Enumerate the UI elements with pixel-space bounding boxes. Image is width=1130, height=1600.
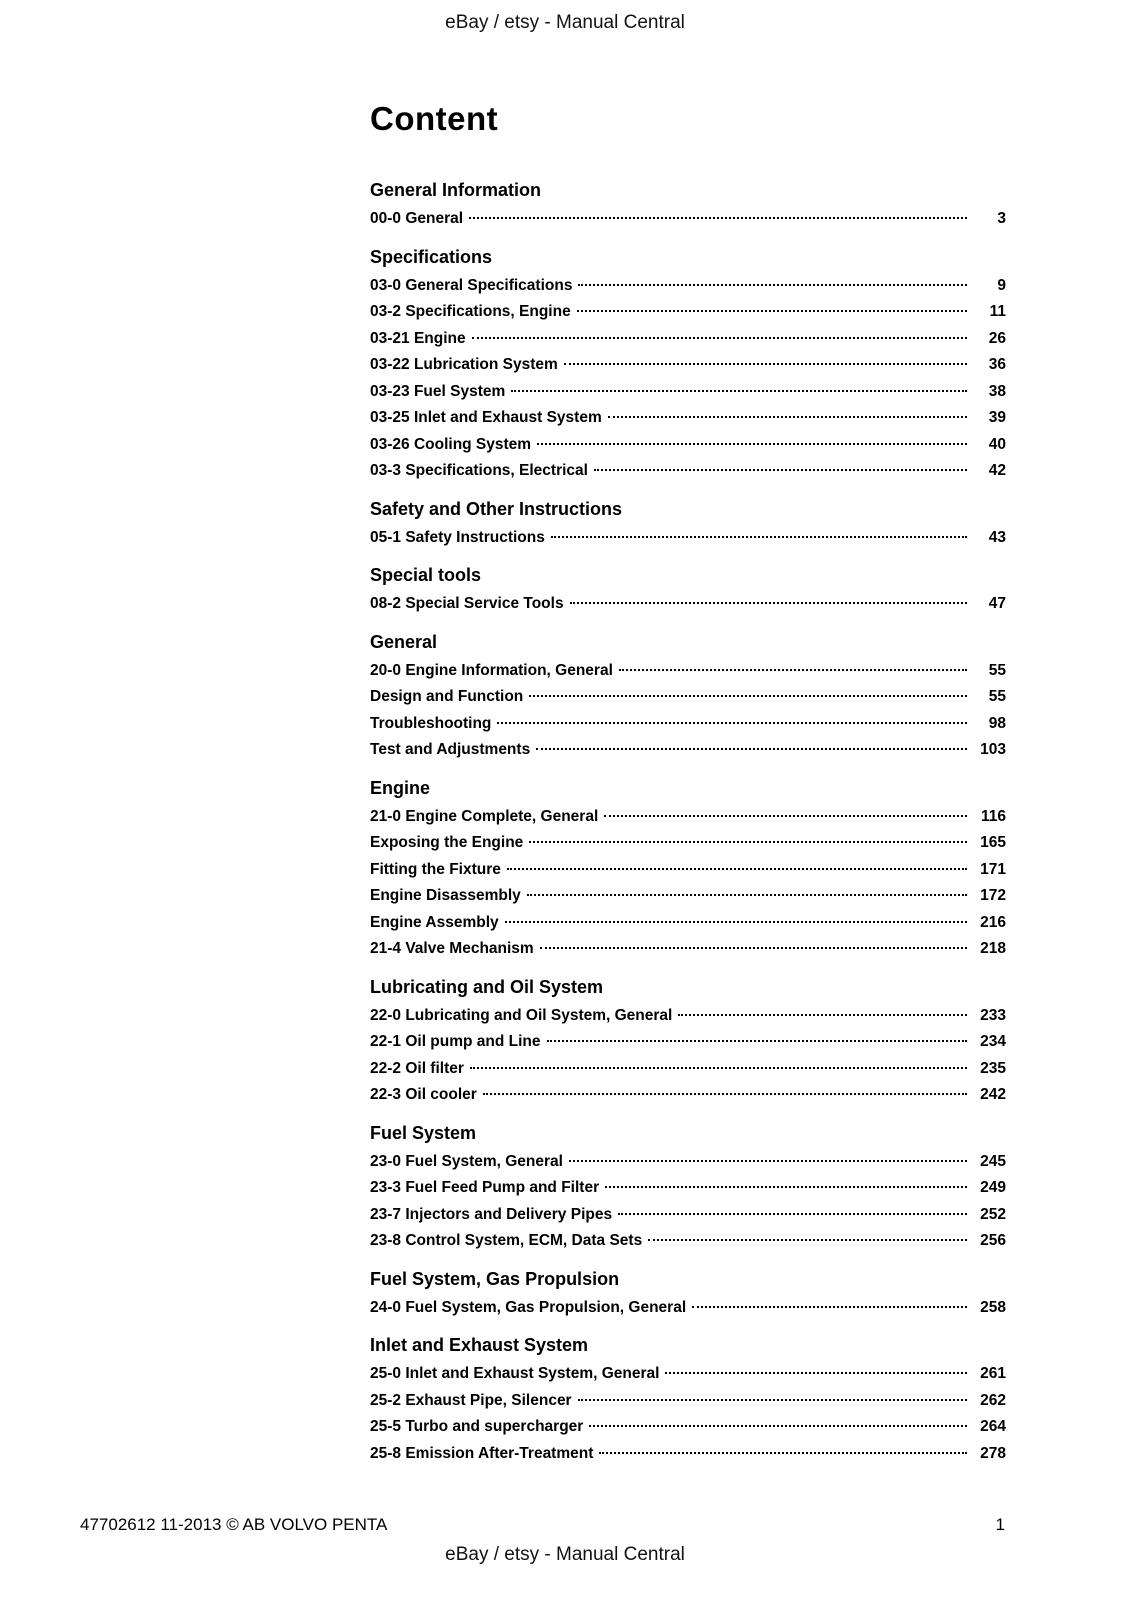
dot-leader xyxy=(511,390,967,392)
toc-entry-page: 235 xyxy=(980,1059,1006,1077)
toc-entry-label: 21-0 Engine Complete, General xyxy=(370,807,599,825)
toc-entry-page: 103 xyxy=(980,741,1006,758)
toc-entry xyxy=(370,525,1006,552)
dot-leader xyxy=(507,868,967,870)
toc-entry-page: 262 xyxy=(980,1391,1006,1409)
toc-entry-label: 21-4 Valve Mechanism xyxy=(370,940,534,957)
toc-section-heading: Specifications xyxy=(370,246,493,267)
toc-sections xyxy=(370,180,1006,1467)
footer-publication-info: 47702612 11-2013 © AB VOLVO PENTA xyxy=(80,1515,388,1534)
toc-entry-label: 03-26 Cooling System xyxy=(370,435,532,453)
toc-entry-page: 172 xyxy=(980,887,1006,904)
toc-entry xyxy=(370,1361,1006,1388)
toc-entry-label: Engine Disassembly xyxy=(370,887,521,904)
dot-leader xyxy=(618,1213,967,1215)
toc-entry-page: 47 xyxy=(988,595,1006,612)
top-watermark: eBay / etsy - Manual Central xyxy=(445,12,685,33)
toc-entry-label: 03-2 Specifications, Engine xyxy=(370,303,571,320)
toc-entry-page: 40 xyxy=(988,435,1006,453)
page-title: Content xyxy=(370,100,499,137)
toc-entry xyxy=(370,299,1006,326)
toc-entry xyxy=(370,1414,1006,1441)
toc-section xyxy=(370,1269,1006,1322)
dot-leader xyxy=(648,1239,967,1241)
toc-entry-page: 9 xyxy=(997,276,1006,294)
toc-entry xyxy=(370,1082,1006,1109)
toc-section xyxy=(370,565,1006,618)
dot-leader xyxy=(589,1425,967,1427)
toc-content xyxy=(370,100,1006,1480)
toc-section-heading: Inlet and Exhaust System xyxy=(370,1335,589,1355)
toc-entry-label: Fitting the Fixture xyxy=(370,860,501,878)
toc-entry-label: 25-2 Exhaust Pipe, Silencer xyxy=(370,1391,572,1409)
toc-entry xyxy=(370,352,1006,379)
toc-entry-label: 22-3 Oil cooler xyxy=(370,1086,477,1103)
toc-section xyxy=(370,778,1006,963)
dot-leader xyxy=(469,217,967,219)
dot-leader xyxy=(537,443,967,445)
toc-entry-label: 22-1 Oil pump and Line xyxy=(370,1033,541,1050)
toc-entry-page: 55 xyxy=(988,688,1006,705)
toc-entry xyxy=(370,1441,1006,1468)
toc-entry-page: 11 xyxy=(989,303,1006,320)
toc-section-heading: Fuel System xyxy=(370,1122,477,1143)
toc-entry-page: 42 xyxy=(988,462,1006,479)
toc-section xyxy=(370,180,1006,233)
toc-entry xyxy=(370,737,1006,764)
toc-entry-label: 00-0 General xyxy=(370,210,464,227)
toc-entry xyxy=(370,458,1006,485)
toc-entry-label: Design and Function xyxy=(370,688,524,705)
toc-entry xyxy=(370,1029,1006,1056)
dot-leader xyxy=(605,1186,967,1188)
toc-entry-label: 23-8 Control System, ECM, Data Sets xyxy=(370,1232,643,1249)
toc-section-heading: General xyxy=(370,631,438,652)
toc-entry-label: 25-0 Inlet and Exhaust System, General xyxy=(370,1365,660,1382)
toc-entry xyxy=(370,883,1006,910)
toc-entry xyxy=(370,1175,1006,1202)
toc-entry xyxy=(370,273,1006,300)
toc-entry-page: 256 xyxy=(980,1232,1006,1249)
toc-entry-label: 25-8 Emission After-Treatment xyxy=(370,1444,594,1462)
dot-leader xyxy=(529,841,967,843)
dot-leader xyxy=(608,416,967,418)
toc-entry-page: 38 xyxy=(988,382,1006,400)
dot-leader xyxy=(569,1160,967,1162)
toc-entry xyxy=(370,857,1006,884)
toc-entry-label: 05-1 Safety Instructions xyxy=(370,528,545,546)
dot-leader xyxy=(570,602,967,604)
toc-section-heading: Lubricating and Oil System xyxy=(370,976,604,997)
toc-entry xyxy=(370,1149,1006,1176)
toc-section xyxy=(370,977,1006,1109)
toc-entry-label: Exposing the Engine xyxy=(370,834,524,851)
dot-leader xyxy=(483,1093,967,1095)
toc-entry-page: 26 xyxy=(988,329,1006,347)
dot-leader xyxy=(594,469,967,471)
toc-entry xyxy=(370,684,1006,711)
toc-entry-page: 233 xyxy=(980,1006,1006,1024)
toc-entry xyxy=(370,711,1006,738)
toc-section xyxy=(370,632,1006,764)
toc-entry-page: 98 xyxy=(988,714,1006,732)
toc-section-heading: Engine xyxy=(370,777,431,798)
toc-entry-page: 261 xyxy=(980,1365,1006,1382)
toc-entry-page: 43 xyxy=(988,528,1006,546)
dot-leader xyxy=(665,1372,967,1374)
bottom-watermark: eBay / etsy - Manual Central xyxy=(445,1544,685,1565)
toc-entry xyxy=(370,206,1006,233)
footer-page-number: 1 xyxy=(995,1515,1005,1534)
toc-section xyxy=(370,247,1006,485)
toc-entry xyxy=(370,658,1006,685)
toc-entry-label: 22-0 Lubricating and Oil System, General xyxy=(370,1006,673,1024)
dot-leader xyxy=(577,310,967,312)
toc-entry xyxy=(370,804,1006,831)
toc-entry xyxy=(370,830,1006,857)
toc-entry-page: 116 xyxy=(980,807,1006,825)
toc-entry-label: 23-3 Fuel Feed Pump and Filter xyxy=(370,1179,600,1196)
toc-entry-page: 252 xyxy=(980,1205,1006,1223)
toc-section xyxy=(370,499,1006,552)
dot-leader xyxy=(536,748,967,750)
toc-entry-page: 216 xyxy=(980,913,1006,931)
toc-entry-label: 03-21 Engine xyxy=(370,329,466,347)
dot-leader xyxy=(470,1067,967,1069)
toc-entry xyxy=(370,1388,1006,1415)
toc-entry xyxy=(370,326,1006,353)
toc-entry-page: 264 xyxy=(980,1418,1006,1435)
dot-leader xyxy=(472,337,967,339)
dot-leader xyxy=(578,1399,967,1401)
dot-leader xyxy=(551,536,967,538)
toc-section-heading: General Information xyxy=(370,180,542,200)
dot-leader xyxy=(505,921,967,923)
toc-entry-page: 245 xyxy=(980,1152,1006,1170)
toc-entry-page: 242 xyxy=(980,1086,1006,1103)
toc-entry-page: 234 xyxy=(980,1033,1006,1050)
dot-leader xyxy=(599,1452,967,1454)
toc-section-heading: Special tools xyxy=(370,565,482,585)
toc-entry xyxy=(370,1202,1006,1229)
toc-entry-label: 22-2 Oil filter xyxy=(370,1059,464,1077)
toc-entry xyxy=(370,1295,1006,1322)
dot-leader xyxy=(678,1014,967,1016)
toc-entry-page: 171 xyxy=(980,860,1006,878)
dot-leader xyxy=(529,695,967,697)
toc-entry-label: Troubleshooting xyxy=(370,714,492,732)
toc-section xyxy=(370,1335,1006,1467)
toc-entry-label: 03-25 Inlet and Exhaust System xyxy=(370,409,602,426)
toc-entry-label: Test and Adjustments xyxy=(370,741,531,758)
toc-entry-label: 23-0 Fuel System, General xyxy=(370,1152,563,1170)
toc-entry xyxy=(370,1003,1006,1030)
toc-entry-label: 03-22 Lubrication System xyxy=(370,356,558,373)
toc-entry xyxy=(370,405,1006,432)
toc-entry-label: 25-5 Turbo and supercharger xyxy=(370,1418,584,1435)
toc-entry-label: 08-2 Special Service Tools xyxy=(370,595,564,612)
toc-section-heading: Fuel System, Gas Propulsion xyxy=(370,1268,620,1289)
dot-leader xyxy=(527,894,967,896)
dot-leader xyxy=(540,947,967,949)
toc-entry-page: 258 xyxy=(980,1298,1006,1316)
toc-entry-label: 24-0 Fuel System, Gas Propulsion, General xyxy=(370,1298,687,1316)
toc-entry-page: 249 xyxy=(980,1179,1006,1196)
page-footer xyxy=(80,1515,1005,1535)
toc-entry-label: Engine Assembly xyxy=(370,913,499,931)
dot-leader xyxy=(547,1040,967,1042)
toc-entry-page: 39 xyxy=(988,409,1006,426)
toc-entry-label: 03-3 Specifications, Electrical xyxy=(370,462,588,479)
toc-entry xyxy=(370,432,1006,459)
toc-entry xyxy=(370,936,1006,963)
toc-entry-label: 03-23 Fuel System xyxy=(370,382,506,400)
toc-entry xyxy=(370,379,1006,406)
dot-leader xyxy=(692,1306,967,1308)
toc-entry-page: 218 xyxy=(980,940,1006,957)
dot-leader xyxy=(564,363,967,365)
dot-leader xyxy=(497,722,967,724)
dot-leader xyxy=(619,669,967,671)
toc-entry-label: 03-0 General Specifications xyxy=(370,276,573,294)
toc-section xyxy=(370,1123,1006,1255)
dot-leader xyxy=(578,284,967,286)
toc-entry xyxy=(370,591,1006,618)
toc-entry xyxy=(370,1228,1006,1255)
toc-entry-label: 20-0 Engine Information, General xyxy=(370,661,613,679)
dot-leader xyxy=(604,815,967,817)
toc-section-heading: Safety and Other Instructions xyxy=(370,498,623,519)
toc-entry xyxy=(370,910,1006,937)
toc-entry xyxy=(370,1056,1006,1083)
toc-entry-page: 36 xyxy=(988,356,1006,373)
toc-entry-label: 23-7 Injectors and Delivery Pipes xyxy=(370,1205,613,1223)
toc-entry-page: 3 xyxy=(997,210,1006,227)
toc-entry-page: 278 xyxy=(980,1444,1006,1462)
toc-entry-page: 165 xyxy=(980,834,1006,851)
toc-entry-page: 55 xyxy=(988,661,1006,679)
